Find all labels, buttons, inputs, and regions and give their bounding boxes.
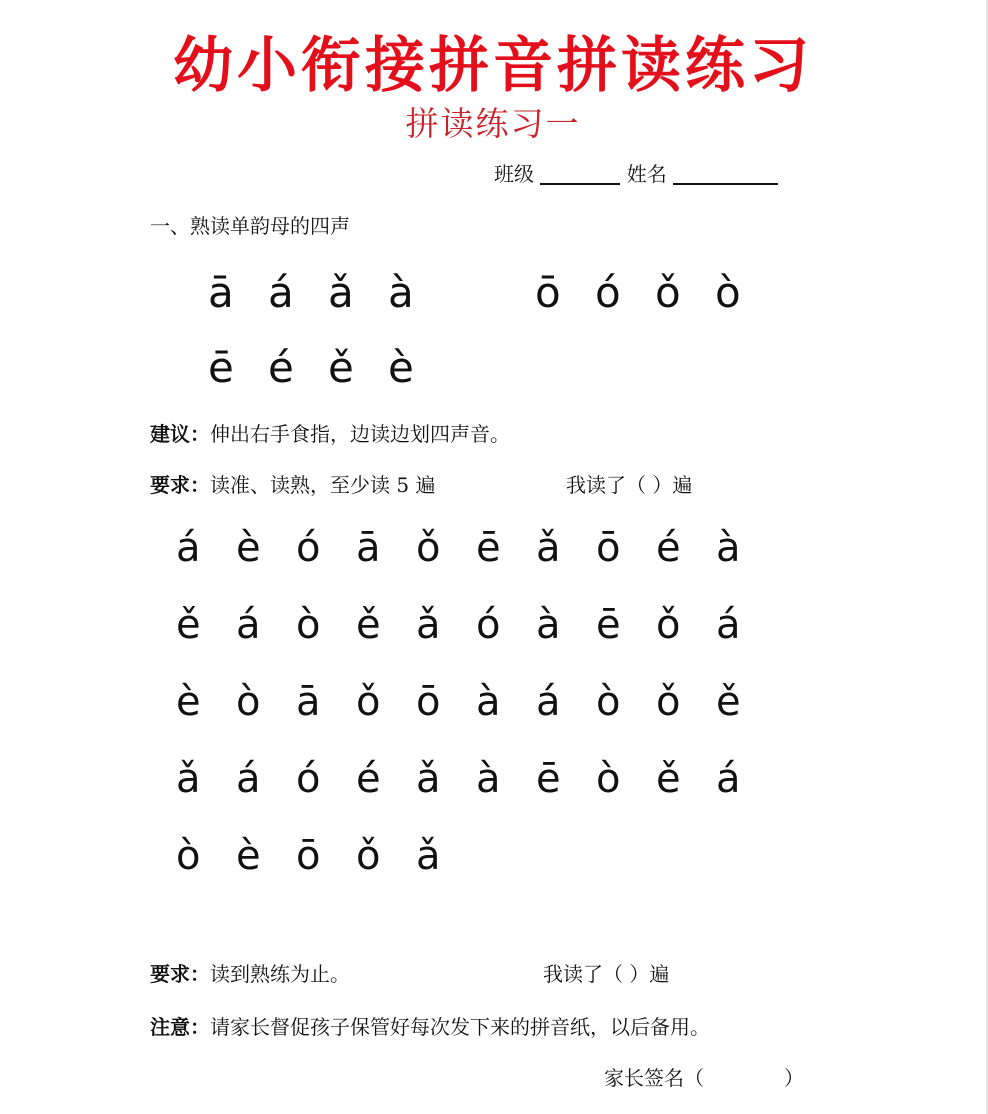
tones-e-row <box>208 343 448 392</box>
name-label: 姓名 <box>626 162 667 186</box>
grid-cell: á <box>716 602 741 648</box>
class-label: 班级 <box>494 162 534 186</box>
tone-e-3: ě <box>328 343 354 392</box>
tones-a-row <box>208 268 448 317</box>
section-heading: 一、熟读单韵母的四声 <box>150 214 350 238</box>
suggestion-line <box>150 418 510 447</box>
grid-row <box>176 756 776 833</box>
requirement-text: 读准、读熟，至少读 5 遍 <box>210 473 436 497</box>
tone-o-3: ǒ <box>655 268 681 317</box>
grid-cell: à <box>476 756 501 802</box>
read-count-2: 我读了（ ）遍 <box>543 962 670 986</box>
grid-cell: á <box>176 525 201 571</box>
grid-cell: á <box>236 602 261 648</box>
grid-cell: ǎ <box>416 833 441 879</box>
grid-row <box>176 602 776 679</box>
note-label: 注意： <box>150 1015 210 1039</box>
requirement-text: 读到熟练为止。 <box>210 962 350 986</box>
grid-cell: ǒ <box>416 525 441 571</box>
grid-cell: à <box>716 525 741 571</box>
grid-row <box>176 833 776 910</box>
tone-o-1: ō <box>535 268 561 317</box>
grid-cell: ò <box>236 679 261 725</box>
grid-cell: ē <box>536 756 561 802</box>
suggestion-label: 建议： <box>150 422 210 446</box>
grid-cell: ó <box>476 602 501 648</box>
page-subtitle: 拼读练习一 <box>405 104 581 143</box>
grid-cell: á <box>236 756 261 802</box>
grid-cell: é <box>356 756 381 802</box>
grid-cell: ō <box>416 679 441 725</box>
tone-a-4: à <box>388 268 414 317</box>
tone-e-2: é <box>268 343 294 392</box>
grid-cell: è <box>236 833 261 879</box>
grid-cell: ó <box>296 525 321 571</box>
grid-cell: ě <box>176 602 201 648</box>
grid-cell: ē <box>596 602 621 648</box>
grid-cell: ǎ <box>176 756 201 802</box>
grid-cell: ě <box>656 756 681 802</box>
grid-cell: ò <box>596 756 621 802</box>
parent-signature[interactable]: 家长签名（ ） <box>604 1066 804 1090</box>
tone-e-4: è <box>388 343 414 392</box>
grid-cell: ě <box>356 602 381 648</box>
grid-cell: ò <box>176 833 201 879</box>
tone-a-3: ǎ <box>328 268 354 317</box>
class-blank[interactable] <box>540 165 620 185</box>
grid-row <box>176 679 776 756</box>
grid-cell: á <box>716 756 741 802</box>
read-count-1: 我读了（ ）遍 <box>566 473 693 497</box>
grid-cell: ō <box>296 833 321 879</box>
grid-cell: ě <box>716 679 741 725</box>
tone-practice-grid <box>176 525 776 910</box>
grid-cell: é <box>656 525 681 571</box>
note-line <box>150 1011 710 1040</box>
grid-cell: ó <box>296 756 321 802</box>
tone-e-1: ē <box>208 343 234 392</box>
requirement-label: 要求： <box>150 962 210 986</box>
tone-o-4: ò <box>715 268 741 317</box>
grid-cell: à <box>536 602 561 648</box>
note-text: 请家长督促孩子保管好每次发下来的拼音纸，以后备用。 <box>210 1015 710 1039</box>
grid-cell: è <box>176 679 201 725</box>
grid-cell: ǒ <box>656 679 681 725</box>
requirement-label: 要求： <box>150 473 210 497</box>
suggestion-text: 伸出右手食指，边读边划四声音。 <box>210 422 510 446</box>
grid-cell: ò <box>596 679 621 725</box>
grid-cell: ǎ <box>416 602 441 648</box>
grid-row <box>176 525 776 602</box>
grid-cell: ā <box>296 679 321 725</box>
grid-cell: ǎ <box>416 756 441 802</box>
grid-cell: ā <box>356 525 381 571</box>
page-title: 幼小衔接拼音拼读练习 <box>173 31 813 101</box>
grid-cell: ē <box>476 525 501 571</box>
name-blank[interactable] <box>673 165 778 185</box>
grid-cell: ǒ <box>356 679 381 725</box>
grid-cell: ǒ <box>656 602 681 648</box>
grid-cell: ō <box>596 525 621 571</box>
tone-a-1: ā <box>208 268 234 317</box>
grid-cell: à <box>476 679 501 725</box>
requirement-line-1 <box>150 469 435 498</box>
grid-cell: á <box>536 679 561 725</box>
requirement-line-2 <box>150 958 350 987</box>
grid-cell: ǎ <box>536 525 561 571</box>
student-info <box>494 158 778 187</box>
tone-o-2: ó <box>595 268 621 317</box>
grid-cell: ǒ <box>356 833 381 879</box>
tones-o-row <box>535 268 775 317</box>
grid-cell: è <box>236 525 261 571</box>
tone-a-2: á <box>268 268 294 317</box>
grid-cell: ò <box>296 602 321 648</box>
